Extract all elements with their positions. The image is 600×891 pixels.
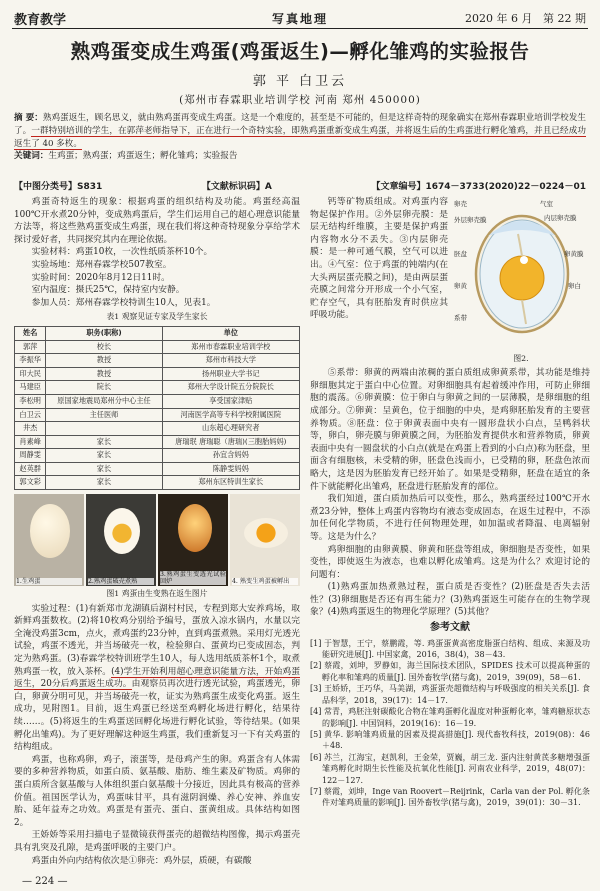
reference-item: [4] 常青，鸡胚注射碳酸化合物在雏鸡蛋孵化温度对种蛋孵化率，雏鸡糖原状态的影响[J]. 中国饲料，2019(16)：16－19. <box>310 707 590 728</box>
label-shell: 卵壳 <box>454 200 467 208</box>
label-yolk: 卵黄 <box>454 282 467 290</box>
abstract <box>14 112 586 163</box>
photo-label: 3.熟鸡蛋生变透光试验回炉 <box>160 570 226 585</box>
label-albumen: 卵白 <box>568 282 581 290</box>
reference-item: [3] 王娇娇，王巧华，马美湖，鸡蛋蛋壳超微结构与呼吸强度的相关关系[J]. 食品科学，2018，39(17)：14－17. <box>310 684 590 705</box>
table-cell: 校长 <box>46 340 162 354</box>
author-affiliation: (郑州市春霖职业培训学校 河南 郑州 450000) <box>179 94 421 106</box>
table-row <box>15 354 300 368</box>
table-row <box>15 367 300 381</box>
table-cell: 肖素峰 <box>15 435 46 449</box>
reference-item: [6] 苏兰，江海宝，赵凯利，王金荣，贾巍，胡三龙. 蛋内注射黄芪多糖增强蛋雏鸡孵化时期生长性能及抗氧化性能[J]. 河南农业科学，2019，48(07)：122－127. <box>310 752 590 785</box>
table-cell: 郑州东区特训生家长 <box>162 476 299 490</box>
label-disc: 胚盘 <box>454 250 467 258</box>
table-cell: 山东超心理研究者 <box>162 422 299 436</box>
label-chalaza: 系带 <box>454 314 467 322</box>
table-row <box>15 340 300 354</box>
participants: 参加人员：郑州春霖学校特训生10人，见表1。 <box>31 297 216 308</box>
reference-item: [1] 于智慧，王宁，蔡鹏霞，等. 鸡蛋蛋黄高密度脂蛋白结构、组成、来源及功能研究进展[J]. 中国家禽，2016，38(4)，38－43. <box>310 638 590 660</box>
structure-paragraph: 鸡蛋由外向内结构依次是①卵壳：鸡外层，质硬，有碳酸 <box>31 855 252 866</box>
article-authors: 郭 平 白卫云 <box>252 74 348 89</box>
table-cell: 郑州市春霖职业培训学校 <box>162 340 299 354</box>
right-column <box>310 196 590 809</box>
article-title: 熟鸡蛋变成生鸡蛋(鸡蛋返生)—孵化雏鸡的实验报告 <box>70 40 530 63</box>
table-row <box>15 435 300 449</box>
table-row <box>15 476 300 490</box>
photo-caption: 图1 鸡蛋由生变熟在返生图片 <box>106 589 208 599</box>
table-cell <box>46 422 162 436</box>
figure-caption: 图2. <box>513 353 529 363</box>
table-cell: 原国家地震局郑州分中心主任 <box>46 394 162 408</box>
table-cell: 家长 <box>46 435 162 449</box>
table-cell: 家长 <box>46 449 162 463</box>
article-meta <box>14 179 586 193</box>
time: 实验时间：2020年8月12日11时。 <box>31 272 170 283</box>
temperature: 室内温度：摄氏25℃，保持室内安静。 <box>31 285 185 296</box>
table-cell: 享受国家津贴 <box>162 394 299 408</box>
structure-list: 钙等矿物质组成。对鸡蛋内容物起保护作用。②外层卵壳膜：是层无结构纤维膜，主要是保护鸡蛋内容物水分不丢失。③内层卵壳膜：是一种可通气膜，空气可以进出。④气室：位于鸡蛋的钝端内(在大头两层蛋壳膜之间)，是由两层蛋壳膜之间常分开形成一个小气室，贮存空气，具有胚胎发育时供应其呼吸功能。 <box>310 197 448 321</box>
reference-item: [7] 蔡霞，刘坤，Inge van Roovert－Reijrink，Carla van der Pol. 孵化条件对雏鸡质量的影响[J]. 国外畜牧学(猪与禽)，2019，39(01)：30－31. <box>310 786 590 808</box>
table-cell: 扬州职业大学书记 <box>162 367 299 381</box>
photo-hatched <box>230 494 300 586</box>
witness-table <box>14 326 300 490</box>
table-header-row <box>15 326 300 340</box>
table-row <box>15 394 300 408</box>
table-cell: 马建臣 <box>15 381 46 395</box>
germinal-disc-shape <box>520 256 528 264</box>
table-cell: 孙宜含妈妈 <box>162 449 299 463</box>
table-cell: 教授 <box>46 354 162 368</box>
abstract-text: 熟鸡蛋返生，顾名思义，就由熟鸡蛋再变成生鸡蛋。这是一个难度的，甚至是不可能的，但是这样奇特的现象确实在郑州春霖职业培训学校发生了。 <box>14 113 586 136</box>
left-column <box>14 196 300 867</box>
location: 实验场地：郑州春霖学校507教室。 <box>31 259 172 270</box>
page-number: — 224 — <box>22 876 68 887</box>
egg-structure-diagram <box>452 196 590 346</box>
table-cell: 赵英群 <box>15 462 46 476</box>
running-header <box>14 8 586 28</box>
egg-nutrition-paragraph: 鸡蛋，也称鸡卵，鸡子，滚蛋等，是母鸡产生的卵。鸡蛋含有人体需要的多种营养物质，如蛋白质、氨基酸、脂肪、维生素及矿物质。鸡卵的蛋白质所含氨基酸与人体组织蛋白氨基酸十分接近，因此具有极高的营养价值。祖国医学认为，鸡蛋味甘平，具有滋阴润燥、养心安神、养血安胎、延年益寿之功效。鸡蛋是有蛋壳、蛋白、蛋黄组成。具体结构如图2。 <box>14 754 300 828</box>
table-cell: 郑州市科技大学 <box>162 354 299 368</box>
questions-list: (1)熟鸡蛋加热煮熟过程，蛋白质是否变性？(2)胚盘是否失去活性？(3)卵细胞是否还有再生能力？(3)熟鸡蛋返生可能存在的生物学现象？(4)熟鸡蛋返生的物理化学原理？(5)其他？ <box>310 582 590 618</box>
reference-item: [2] 蔡霞，刘坤，罗静如，海兰国际技术团队，SPIDES 技术可以提高种蛋的孵化率和雏鸡的质量[J]. 国外畜牧学(猪与禽)，2019，39(09)，58－61. <box>310 661 590 682</box>
label-inner: 内层卵壳膜 <box>544 214 577 222</box>
table-cell: 河南医学高等专科学校附属医院 <box>162 408 299 422</box>
discussion-paragraph: 鸡卵细胞的由卵黄膜、卵黄和胚盘等组成，卵细胞是否变性，如果变性，即使返生为液态，也难以孵化成雏鸡。这是为什么？欢迎讨论的问题有： <box>310 544 590 580</box>
photo-label: 1.生鸡蛋 <box>16 578 82 585</box>
label-air: 气室 <box>540 200 553 208</box>
figure-2 <box>448 196 590 367</box>
label-outer: 外层卵壳膜 <box>454 216 487 224</box>
table-cell: 白卫云 <box>15 408 46 422</box>
reference-item: [5] 黄华. 影响雏鸡质量的因素及提高措施[J]. 现代畜牧科技，2019(08)：46＋48. <box>310 729 590 751</box>
table-row <box>15 422 300 436</box>
table-cell: 李松明 <box>15 394 46 408</box>
egg-shape <box>30 504 70 558</box>
issue-info: 2020 年 6 月 第 22 期 <box>465 12 586 25</box>
table-cell: 唐瑞珉 唐瑞聪（唐瑞)(三胞胎妈妈) <box>162 435 299 449</box>
right-top <box>310 196 590 367</box>
table-row <box>15 449 300 463</box>
procedure-highlight: (4)学生开始利用超心理意识能量方法，开始鸡蛋返生，20分后鸡蛋返生成功。 <box>14 666 300 690</box>
table-row <box>15 381 300 395</box>
label-yolk-mem: 卵黄膜 <box>564 250 584 258</box>
photo-boiled-egg <box>86 494 156 586</box>
table-cell: 陈静雯妈妈 <box>162 462 299 476</box>
journal-title: 写真地理 <box>271 11 328 26</box>
doc-code: 【文献标识码】A <box>201 182 272 192</box>
photo-label: 2.熟鸡蛋破壳煮熟 <box>88 578 154 585</box>
table-header: 单位 <box>162 326 299 340</box>
table-cell: 家长 <box>46 462 162 476</box>
keywords-label: 关键词： <box>14 151 49 162</box>
structure-text <box>310 196 448 367</box>
photo-strip <box>14 494 300 586</box>
table-cell: 家长 <box>46 476 162 490</box>
materials: 实验材料：鸡蛋10枚，一次性纸质茶杯10个。 <box>31 247 213 258</box>
table-cell: 周静雯 <box>15 449 46 463</box>
photo-label: 4. 熟变生鸡蛋被孵出 <box>232 578 298 585</box>
references <box>310 638 590 809</box>
references-title: 参考文献 <box>430 622 470 634</box>
table-row <box>15 462 300 476</box>
question-paragraph: 我们知道，蛋白质加热后可以变性，那么，熟鸡蛋经过100℃开水煮23分钟，整体上鸡蛋内容物均有液态变成固态，在返生过程中，不添加任何化学物质，不进行任何物理处理，如加温或者降温、电离辐射等。这是为什么？ <box>310 494 590 542</box>
intro-paragraph: 鸡蛋奇特返生的现象：根据鸡蛋的组织结构及功能。鸡蛋经高温100℃开水煮20分钟，变成熟鸡蛋后，学生们运用自己的超心理意识能量方法等，将这些熟鸡蛋变成生鸡蛋，现在我们将这种奇特现象分享给学术探讨爱好者，共同探究其内在理论依据。 <box>14 197 300 245</box>
table-cell: 主任医师 <box>46 408 162 422</box>
procedure-continued: 由观察员再次进行透光试验，鸡蛋透光，卵白，卵黄分明可见，并当场破壳一枚，证实为熟鸡蛋生成变化鸡蛋。返生成功，见附图1。目前，返生鸡蛋已经送至鸡孵化场进行孵化，结果待续……。(5)将返生的生鸡蛋送回孵化场进行孵化试验，等待结果。(如果孵化出雏鸡)。为了更好理解这种返生鸡蛋，我们重新复习一下有关鸡蛋的结构组成。 <box>14 679 300 753</box>
table-cell: 李振华 <box>15 354 46 368</box>
egg-shape <box>104 508 140 554</box>
egg-shape <box>244 518 288 548</box>
header-rule <box>12 28 588 29</box>
table-cell: 教授 <box>46 367 162 381</box>
clc-number: 【中图分类号】S831 <box>14 182 103 192</box>
table-row <box>15 408 300 422</box>
table-cell: 郭文彩 <box>15 476 46 490</box>
keywords: 生鸡蛋；熟鸡蛋；鸡蛋返生；孵化雏鸡；实验报告 <box>48 151 238 162</box>
table-cell: 郑州大学设计院五分院院长 <box>162 381 299 395</box>
table-cell: 井杰 <box>15 422 46 436</box>
procedure-paragraph: 实验过程：(1)有新郑市龙湖镇后湖村村民，专程到郑大安养鸡场，取新鲜鸡蛋数枚。(2)将10枚鸡分别给予编号，蛋放入凉水锅内，水量以完全淹没鸡蛋3cm，点火，煮鸡蛋约23分钟，直到鸡蛋煮熟。采用灯光透光试验，鸡蛋不透光，并当场破壳一枚，检验卵白、蛋黄均已变成固态，判定为熟鸡蛋。(3)春霖学校特训班学生10人，每人选用纸质茶杯1个，取煮熟鸡蛋一枚，放入茶杯。 <box>14 603 300 677</box>
table-caption: 表1 观察见证专家及学生家长 <box>106 312 208 322</box>
photo-candling <box>158 494 228 586</box>
journal-section: 教育教学 <box>14 12 67 28</box>
egg-shape <box>178 504 212 552</box>
article-id: 【文章编号】1674－3733(2020)22－0224－01 <box>371 182 586 192</box>
table-cell: 印大民 <box>15 367 46 381</box>
abstract-label: 摘 要： <box>14 113 43 123</box>
table-header: 姓名 <box>15 326 46 340</box>
photo-raw-egg <box>14 494 84 586</box>
table-header: 职务(职称) <box>46 326 162 340</box>
table-cell: 郭萍 <box>15 340 46 354</box>
structure-continued: ⑤系带：卵黄的两端由浓稠的蛋白质组成卵黄系带，其功能是维持卵细胞其定于蛋白中心位置。对卵细胞具有起着缓冲作用，可防止卵细胞的震荡。⑥卵黄膜：位于卵白与卵黄之间的一层薄膜，是卵细胞的组成部分。⑦卵黄：呈黄色，位于细胞的中央，是鸡卵胚胎发育的主要营养物质。⑧胚盘：位于卵黄表面中央有一圆形盘状小白点，呈鸭斜状等，卵白，卵壳膜与卵黄膜之间，为胚胎发育提供水和营养物质，卵黄表面中央有一圆盘状的小白点(就是在鸡蛋上看到的小白点)称为胚盘，里面含有细胞核，未受精的卵，胚盘色浅而小，已受精的卵，胚盘色浓而略大，这是因为胚胎发育已经开始了。如果是受精卵，胚盘在适宜的条件下就能孵化出雏鸡，胚盘进行胚胎发育的部位。 <box>310 368 590 492</box>
abstract-highlight: 一群特别培训的学生，在郭萍老师指导下，正在进行一个奇特实验，即熟鸡蛋重新变成生鸡蛋，并将返生后的生鸡蛋进行孵化雏鸡，并且已经成功返生了 40 多枚。 <box>14 125 586 149</box>
shell-paragraph: 王娇娇等采用扫描电子显微镜获得蛋壳的超微结构图像，揭示鸡蛋壳具有乳突及孔隙，是鸡蛋呼吸的主要门户。 <box>14 830 300 853</box>
table-cell: 院长 <box>46 381 162 395</box>
